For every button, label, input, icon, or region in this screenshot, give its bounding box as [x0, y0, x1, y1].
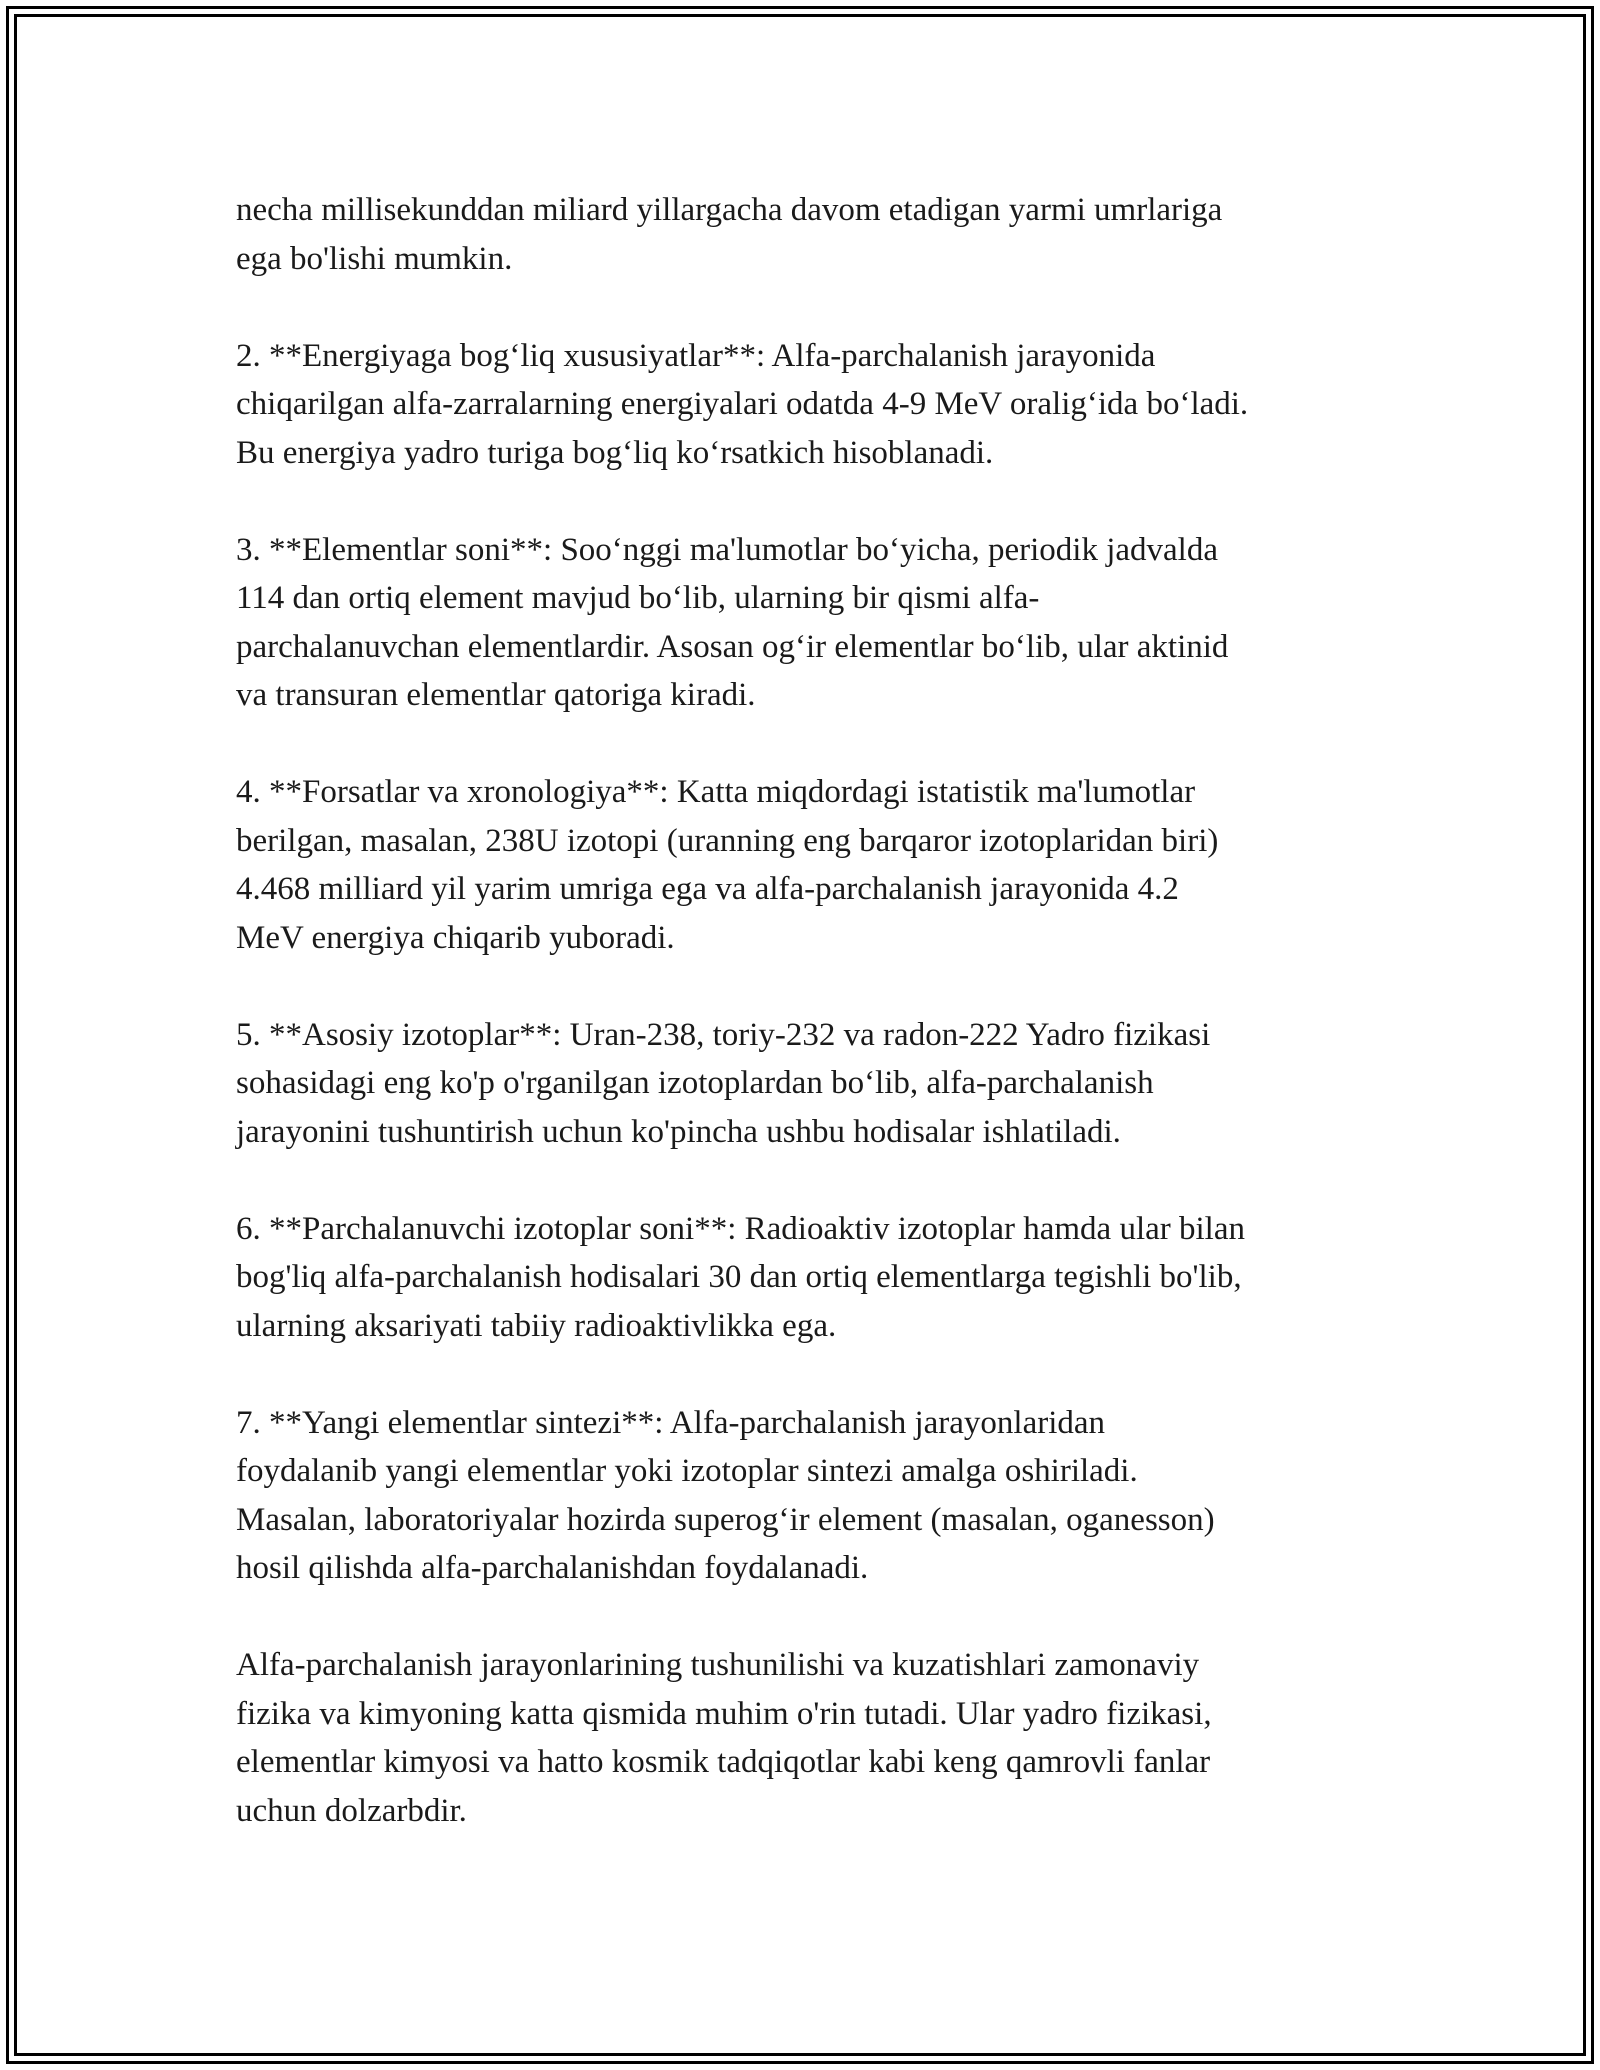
- paragraph-conclusion: Alfa-parchalanish jarayonlarining tushunilishi va kuzatishlari zamonaviy fizika va kimyoning katta qismida muhim o'rin tutadi. Ular yadro fizikasi, elementlar kimyosi va hatto kosmik tadqiqotlar kabi keng qamrovli fanlar uchun dolzarbdir.: [236, 1647, 1212, 1829]
- list-item-decaying-isotopes: 6. **Parchalanuvchi izotoplar soni**: Radioaktiv izotoplar hamda ular bilan bog'liq alfa-parchalanish hodisalari 30 dan ortiq elementlarga tegishli bo'lib, ularning aksariyati tabiiy radioaktivlikka ega.: [236, 1210, 1245, 1344]
- list-item-element-count: 3. **Elementlar soni**: Soo‘nggi ma'lumotlar bo‘yicha, periodik jadvalda 114 dan ortiq element mavjud bo‘lib, ularning bir qismi alfa- parchalanuvchan elementlardir. Asosan og‘ir elementlar bo‘lib, ular aktinid va transuran elementlar qatoriga kiradi.: [236, 531, 1229, 713]
- list-item-main-isotopes: 5. **Asosiy izotoplar**: Uran-238, toriy-232 va radon-222 Yadro fizikasi sohasidagi eng ko'p o'rganilgan izotoplardan bo‘lib, alfa-parchalanish jarayonini tushuntirish uchun ko'pincha ushbu hodisalar ishlatiladi.: [236, 1016, 1211, 1150]
- list-item-chronology: 4. **Forsatlar va xronologiya**: Katta miqdordagi istatistik ma'lumotlar berilgan, masalan, 238U izotopi (uranning eng barqaror izotoplaridan biri) 4.468 milliard yil yarim umriga ega va alfa-parchalanish jarayonida 4.2 MeV energiya chiqarib yuboradi.: [236, 774, 1219, 956]
- list-item-energy: 2. **Energiyaga bog‘liq xususiyatlar**: Alfa-parchalanish jarayonida chiqarilgan alfa-zarralarning energiyalari odatda 4-9 MeV oralig‘ida bo‘ladi. Bu energiya yadro turiga bog‘liq ko‘rsatkich hisoblanadi.: [236, 337, 1249, 471]
- paragraph-continuation: necha millisekunddan miliard yillargacha davom etadigan yarmi umrlariga ega bo'lishi mumkin.: [236, 192, 1223, 277]
- document-body: [236, 186, 1371, 1835]
- list-item-synthesis: 7. **Yangi elementlar sintezi**: Alfa-parchalanish jarayonlaridan foydalanib yangi elementlar yoki izotoplar sintezi amalga oshiriladi. Masalan, laboratoriyalar hozirda superog‘ir element (masalan, oganesson) hosil qilishda alfa-parchalanishdan foydalanadi.: [236, 1404, 1215, 1586]
